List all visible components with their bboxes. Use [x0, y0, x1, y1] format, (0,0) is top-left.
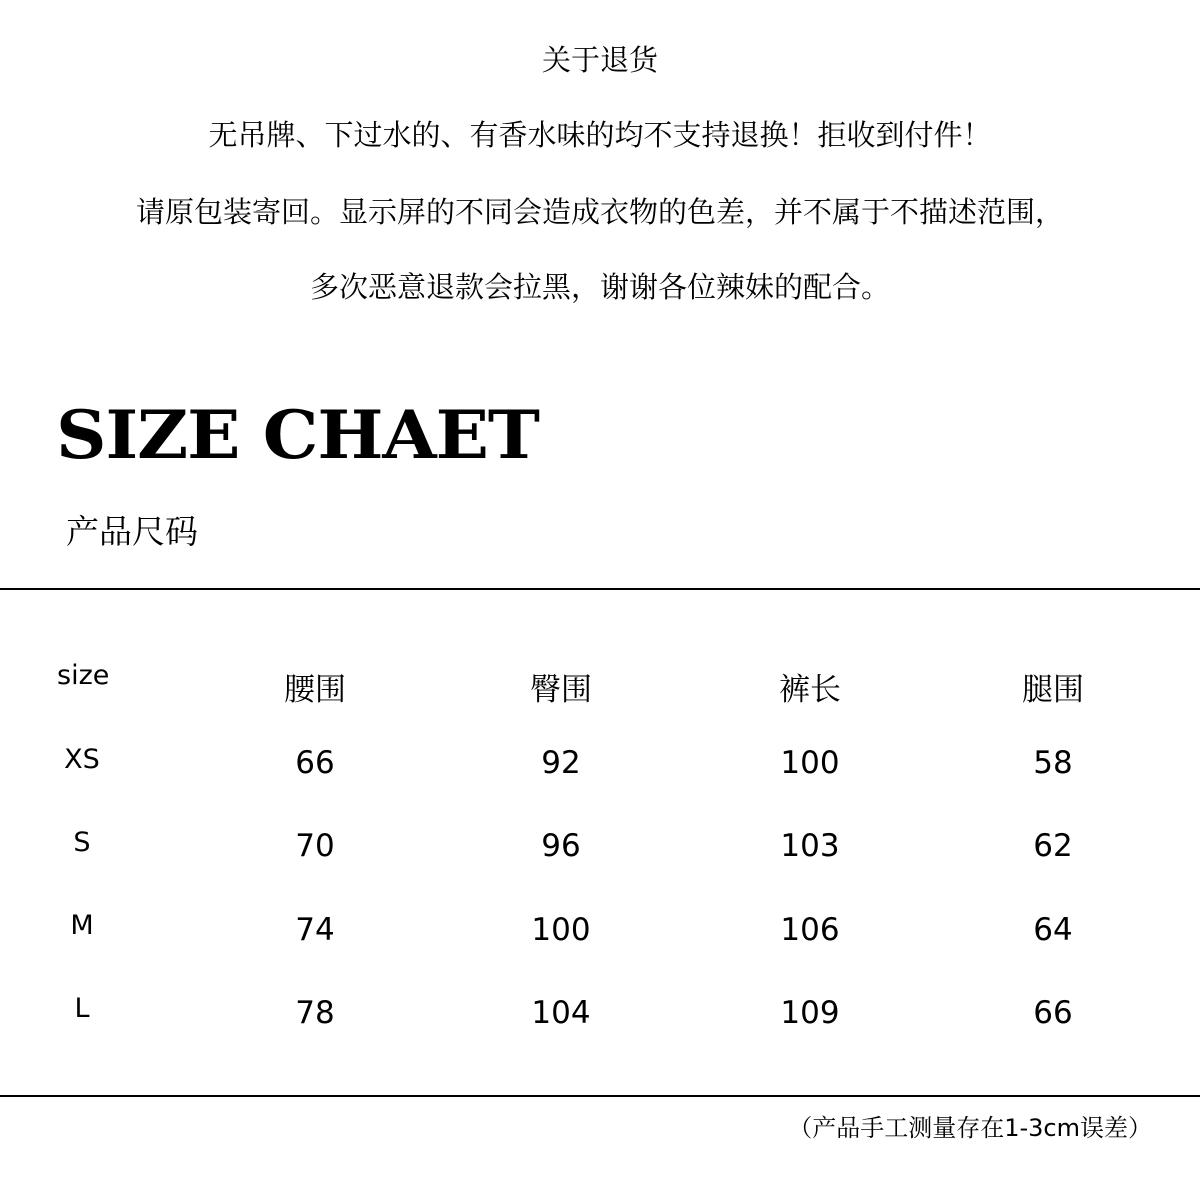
row-s-size: S — [73, 827, 91, 858]
row-s-length: 103 — [780, 828, 840, 864]
row-l-hip: 104 — [531, 995, 591, 1031]
row-s-thigh: 62 — [1033, 828, 1073, 864]
measurement-footnote: （产品手工测量存在1-3cm误差） — [788, 1114, 1152, 1142]
table-top-divider — [0, 588, 1200, 590]
row-m-length: 106 — [780, 912, 840, 948]
header-hip: 臀围 — [530, 672, 592, 708]
size-chart-subtitle: 产品尺码 — [66, 512, 198, 551]
size-chart-title: SIZE CHAET — [56, 396, 539, 474]
table-bottom-divider — [0, 1095, 1200, 1097]
row-l-thigh: 66 — [1033, 995, 1073, 1031]
row-xs-waist: 66 — [295, 745, 335, 781]
header-waist: 腰围 — [284, 672, 346, 708]
row-xs-length: 100 — [780, 745, 840, 781]
header-thigh: 腿围 — [1022, 672, 1084, 708]
row-s-hip: 96 — [541, 828, 581, 864]
header-length: 裤长 — [779, 672, 841, 708]
notice-title: 关于退货 — [541, 43, 658, 77]
notice-line-1: 无吊牌、下过水的、有香水味的均不支持退换！拒收到付件！ — [208, 118, 992, 152]
row-xs-hip: 92 — [541, 745, 581, 781]
row-l-waist: 78 — [295, 995, 335, 1031]
row-m-thigh: 64 — [1033, 912, 1073, 948]
notice-line-2: 请原包装寄回。显示屏的不同会造成衣物的色差，并不属于不描述范围， — [135, 195, 1064, 229]
row-s-waist: 70 — [295, 828, 335, 864]
row-l-size: L — [74, 993, 90, 1024]
row-l-length: 109 — [780, 995, 840, 1031]
row-m-hip: 100 — [531, 912, 591, 948]
row-xs-thigh: 58 — [1033, 745, 1073, 781]
header-size: size — [57, 660, 110, 691]
row-m-size: M — [70, 910, 94, 941]
row-xs-size: XS — [64, 744, 100, 775]
row-m-waist: 74 — [295, 912, 335, 948]
notice-line-3: 多次恶意退款会拉黑，谢谢各位辣妹的配合。 — [309, 270, 890, 304]
